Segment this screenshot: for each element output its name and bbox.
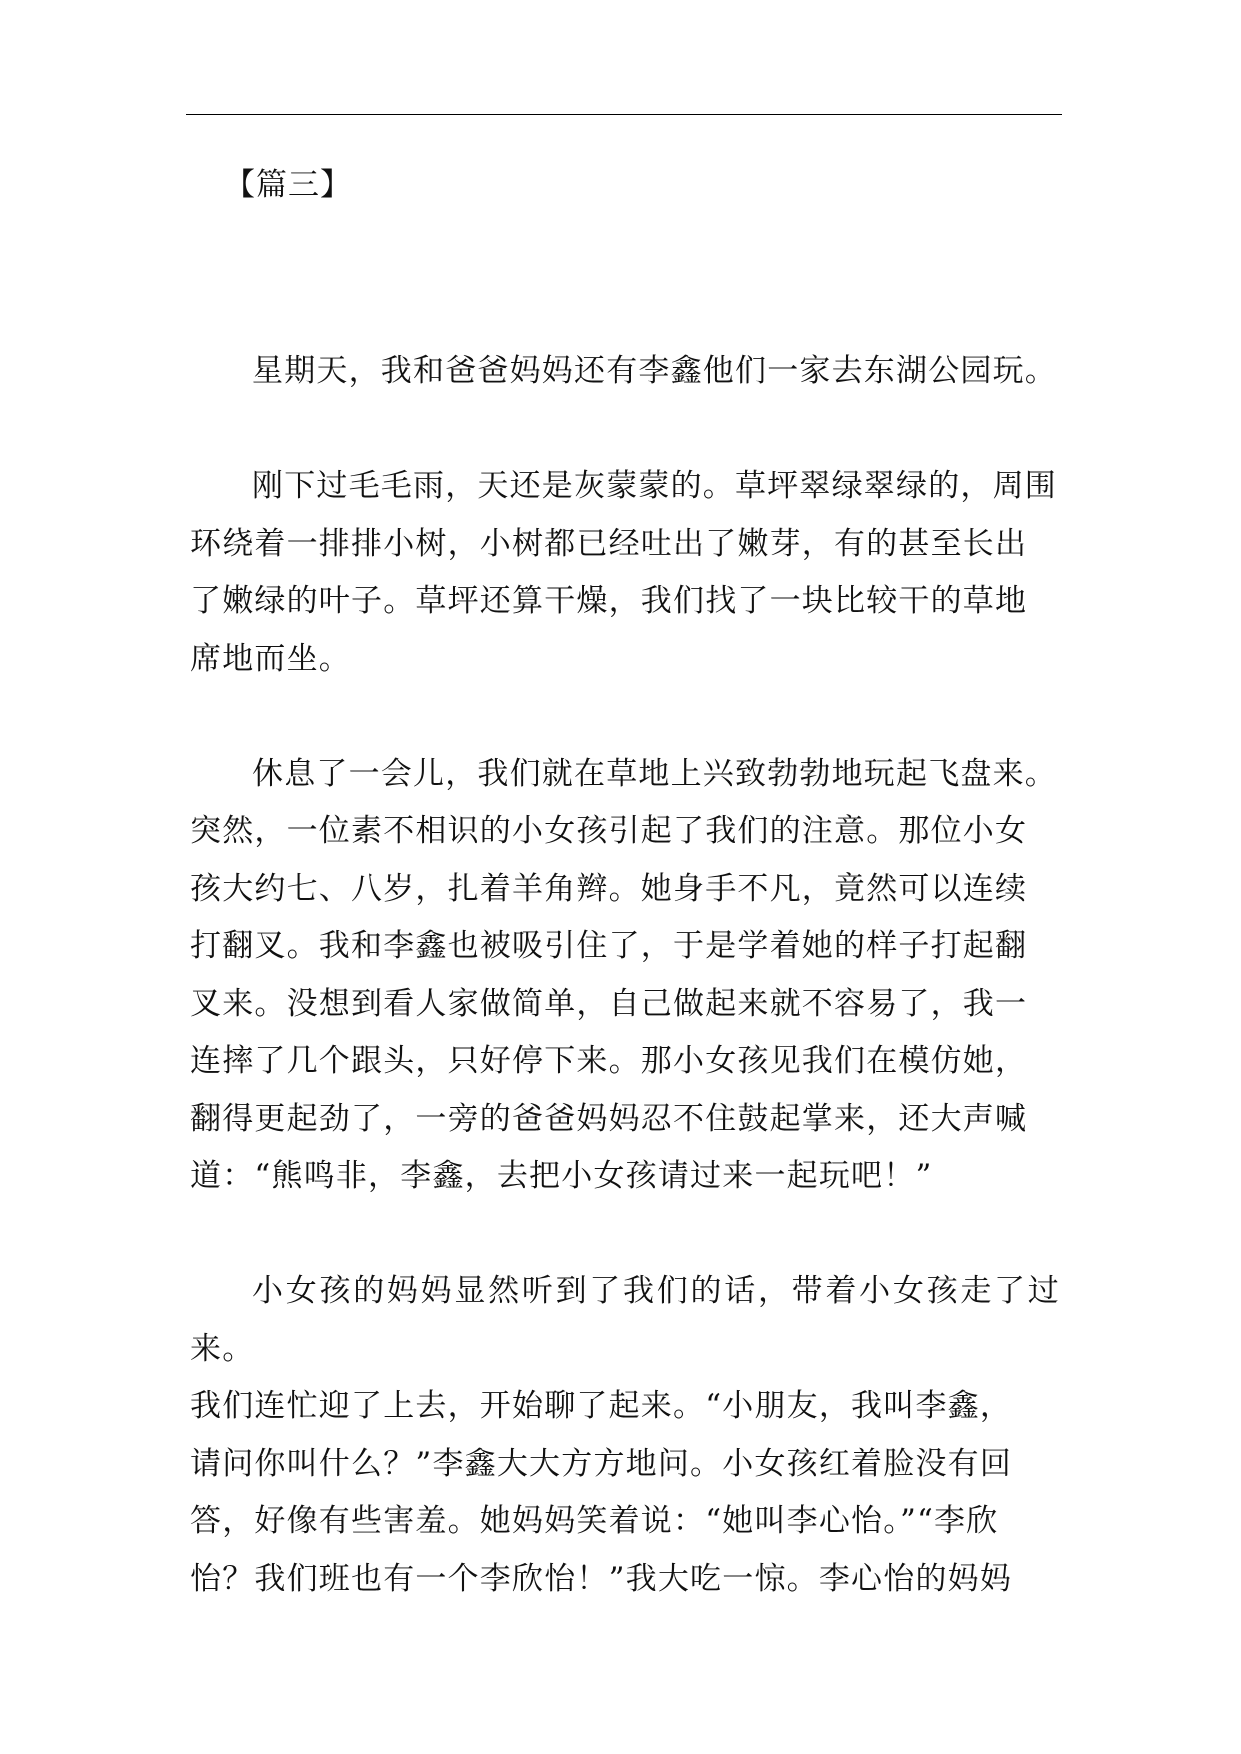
header-rule <box>186 114 1062 115</box>
paragraph-2: 刚下过毛毛雨，天还是灰蒙蒙的。草坪翠绿翠绿的，周围 环绕着一排排小树，小树都已经吐出了嫩芽，有的甚至长出 了嫩绿的叶子。草坪还算干燥，我们找了一块比较干的草地 席地而坐。 <box>190 468 1057 677</box>
paragraph-1: 星期天，我和爸爸妈妈还有李鑫他们一家去东湖公园玩。 <box>252 353 1057 389</box>
section-heading: 【篇三】 <box>224 167 352 203</box>
article-body <box>190 343 1060 1608</box>
paragraph-3: 休息了一会儿，我们就在草地上兴致勃勃地玩起飞盘来。 突然，一位素不相识的小女孩引起了我们的注意。那位小女 孩大约七、八岁，扎着羊角辫。她身手不凡，竟然可以连续 打翻叉。我和李鑫也被吸引住了，于是学着她的样子打起翻 叉来。没想到看人家做简单，自己做起来就不容易了，我一 连摔了几个跟头，只好停下来。那小女孩见我们在模仿她， 翻得更起劲了，一旁的爸爸妈妈忍不住鼓起掌来，还大声喊 道：“熊鸣非，李鑫，去把小女孩请过来一起玩吧！” <box>190 755 1057 1194</box>
paragraph-4: 小女孩的妈妈显然听到了我们的话，带着小女孩走了过来。 我们连忙迎了上去，开始聊了起来。“小朋友，我叫李鑫， 请问你叫什么？”李鑫大大方方地问。小女孩红着脸没有回 答，好像有些害羞。她妈妈笑着说：“她叫李心怡。”“李欣 怡？我们班也有一个李欣怡！”我大吃一惊。李心怡的妈妈 <box>190 1273 1060 1597</box>
